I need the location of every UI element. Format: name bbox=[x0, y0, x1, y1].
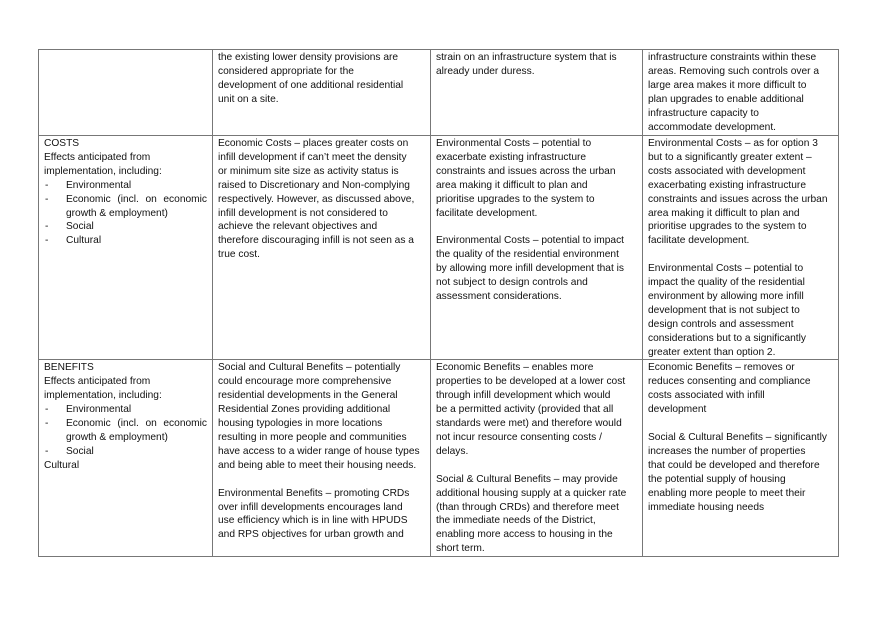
row-heading: COSTS bbox=[44, 138, 80, 149]
effects-list bbox=[44, 403, 207, 459]
row-heading: BENEFITS bbox=[44, 362, 94, 374]
option-cell bbox=[643, 136, 839, 360]
table-row bbox=[39, 360, 839, 557]
cell-paragraph: Social & Cultural Benefits – significantly increases the number of properties that could be developed and therefore the potential supply of housing enabling more people to meet their immediate housing needs bbox=[648, 432, 827, 513]
list-item: - Social bbox=[44, 445, 207, 459]
cell-paragraph: the existing lower density provisions are considered appropriate for the development of one additional residential unit on a site. bbox=[218, 52, 404, 105]
cell-paragraph: Economic Costs – places greater costs on infill development if can’t meet the density or minimum site size as activity status is raised to Discretionary and Non-complying respectively. However, as discussed above, infill development is not considered to achieve the relevant objectives and therefore discouraging infill is not seen as a true cost. bbox=[218, 138, 415, 261]
cell-paragraph: Economic Benefits – removes or reduces consenting and compliance costs associated with infill development bbox=[648, 362, 811, 416]
list-item: - Social bbox=[44, 220, 207, 234]
row-label-cell bbox=[39, 50, 213, 136]
table-row bbox=[39, 50, 839, 136]
list-item: - Cultural bbox=[44, 234, 207, 248]
option-cell bbox=[643, 360, 839, 557]
cell-paragraph: Economic Benefits – enables more properties to be developed at a lower cost through infill development which would be a permitted activity (provided that all standards were met) and therefore would not incur resource consenting costs / delays. bbox=[436, 362, 626, 457]
cell-paragraph: Environmental Costs – potential to impact the quality of the residential environment by allowing more infill development that is not subject to design controls and assessment considerations but to a significantly greater extent than option 2. bbox=[648, 263, 806, 358]
option-cell bbox=[213, 50, 431, 136]
list-item: - Environmental bbox=[44, 403, 207, 417]
option-cell bbox=[643, 50, 839, 136]
row-label-cell bbox=[39, 136, 213, 360]
cell-paragraph: Social and Cultural Benefits – potentially could encourage more comprehensive residential developments in the General Residential Zones providing additional housing typologies in more locations resulting in more people and communities have access to a wider range of house types and being able to meet their housing needs. bbox=[218, 362, 420, 471]
cell-paragraph: Social & Cultural Benefits – may provide additional housing supply at a quicker rate (than through CRDs) and therefore meet the immediate needs of the District, enabling more access to housing in the short term. bbox=[436, 473, 627, 555]
list-item: - Economic (incl. on economic growth & employment) bbox=[44, 193, 207, 221]
option-cell bbox=[431, 50, 643, 136]
option-cell bbox=[213, 136, 431, 360]
list-item: - Environmental bbox=[44, 179, 207, 193]
row-label-cell bbox=[39, 360, 213, 557]
effects-trailing-item: Cultural bbox=[44, 459, 80, 471]
option-cell bbox=[431, 136, 643, 360]
effects-list bbox=[44, 179, 207, 249]
effects-intro: Effects anticipated from implementation, including: bbox=[44, 376, 162, 402]
option-cell bbox=[431, 360, 643, 557]
cell-paragraph: Environmental Costs – potential to impact the quality of the residential environment by allowing more infill development that is not subject to design controls and assessment considerations. bbox=[436, 235, 624, 302]
list-item: - Economic (incl. on economic growth & employment) bbox=[44, 417, 207, 445]
option-cell bbox=[213, 360, 431, 557]
cell-paragraph: Environmental Costs – as for option 3 but to a significantly greater extent – costs associated with development exacerbating existing infrastructure constraints and issues across the urban area making it difficult to plan and prioritise upgrades to the system to facilitate development. bbox=[648, 138, 828, 247]
cell-paragraph: strain on an infrastructure system that is already under duress. bbox=[436, 52, 617, 77]
options-assessment-table bbox=[38, 49, 839, 557]
cell-paragraph: Environmental Benefits – promoting CRDs over infill developments encourages land use efficiency which is in line with HPUDS and RPS objectives for urban growth and bbox=[218, 487, 410, 541]
cell-paragraph: Environmental Costs – potential to exacerbate existing infrastructure constraints and issues across the urban area making it difficult to plan and prioritise upgrades to the system to facilitate development. bbox=[436, 138, 616, 219]
table-row bbox=[39, 136, 839, 360]
effects-intro: Effects anticipated from implementation, including: bbox=[44, 151, 162, 177]
cell-paragraph: infrastructure constraints within these areas. Removing such controls over a large area makes it more difficult to plan upgrades to enable additional infrastructure capacity to accommodate development. bbox=[648, 52, 820, 133]
